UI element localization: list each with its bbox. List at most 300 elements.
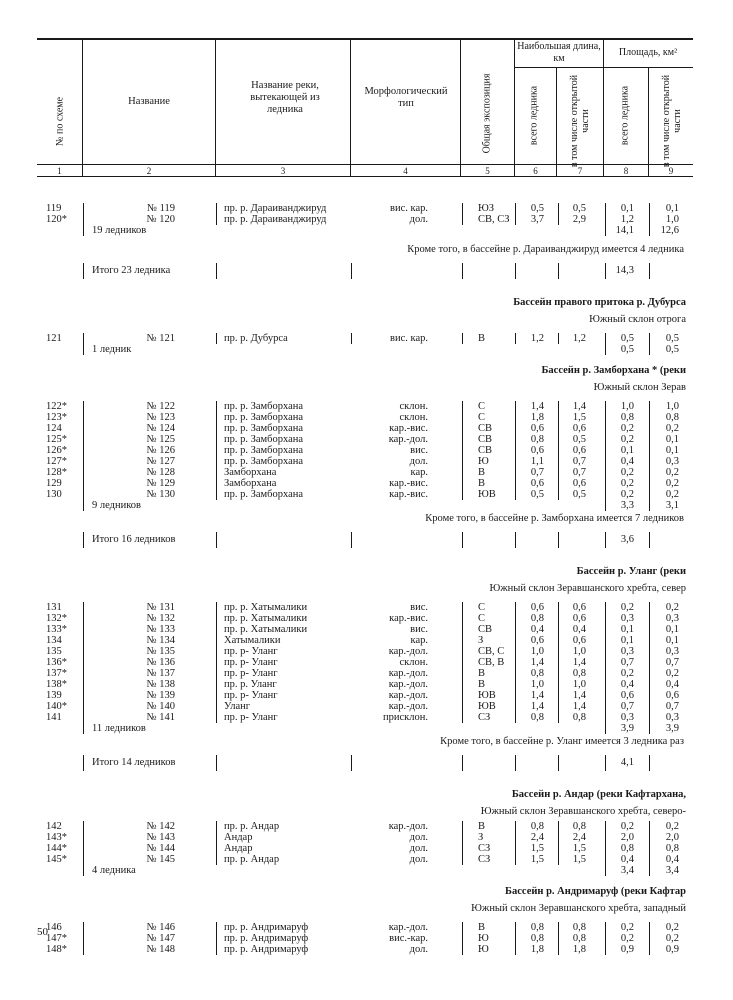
glacier-a-cell: 0,6 [620, 690, 634, 701]
glacier-lo-cell: 1,8 [572, 944, 586, 955]
row-divider [558, 944, 559, 955]
glacier-river-cell: пр. р- Уланг [224, 712, 278, 723]
glacier-name-cell: № 147 [146, 933, 175, 944]
subtotal-area-open: 3,9 [665, 723, 679, 734]
glacier-exp-cell: З [478, 832, 484, 843]
row-divider [649, 843, 650, 854]
row-divider [605, 668, 606, 679]
row-divider [83, 489, 84, 500]
glacier-name-cell: № 134 [146, 635, 175, 646]
row-divider [649, 532, 650, 548]
glacier-type-cell: дол. [409, 214, 428, 225]
glacier-lo-cell: 0,4 [572, 624, 586, 635]
glacier-l-cell: 0,5 [530, 203, 544, 214]
glacier-lo-cell: 0,8 [572, 712, 586, 723]
row-divider [558, 434, 559, 445]
glacier-a-cell: 0,2 [620, 489, 634, 500]
glacier-exp-cell: СВ [478, 434, 493, 445]
col-area-open-heading: в том числе открытой части [661, 74, 683, 168]
glacier-l-cell: 0,5 [530, 489, 544, 500]
glacier-name-cell: № 136 [146, 657, 175, 668]
row-divider [83, 865, 84, 876]
row-divider [605, 690, 606, 701]
row-divider [83, 423, 84, 434]
glacier-type-cell: кар.-вис. [389, 423, 428, 434]
glacier-ao-cell: 0,3 [665, 456, 679, 467]
glacier-a-cell: 0,2 [620, 821, 634, 832]
row-divider [649, 214, 650, 225]
glacier-type-cell: склон. [399, 657, 428, 668]
row-divider [605, 500, 606, 511]
row-divider [649, 423, 650, 434]
glacier-l-cell: 0,8 [530, 922, 544, 933]
row-divider [605, 203, 606, 214]
row-divider [462, 532, 463, 548]
row-divider [216, 456, 217, 467]
subtotal-area: 3,9 [620, 723, 634, 734]
glacier-id-cell: 137* [46, 668, 67, 679]
row-divider [605, 679, 606, 690]
row-divider [462, 214, 463, 225]
row-divider [605, 624, 606, 635]
glacier-name-cell: № 143 [146, 832, 175, 843]
glacier-type-cell: дол. [409, 843, 428, 854]
glacier-name-cell: № 128 [146, 467, 175, 478]
glacier-type-cell: кар.-дол. [388, 679, 428, 690]
row-divider [83, 412, 84, 423]
glacier-type-cell: присклон. [383, 712, 428, 723]
row-divider [605, 412, 606, 423]
glacier-exp-cell: СВ [478, 423, 493, 434]
row-divider [605, 401, 606, 412]
subtotal-label: 1 ледник [92, 344, 132, 355]
glacier-type-cell: вис.-кар. [389, 933, 428, 944]
row-divider [216, 854, 217, 865]
glacier-l-cell: 1,4 [530, 690, 544, 701]
row-divider [216, 467, 217, 478]
glacier-exp-cell: ЮВ [478, 701, 496, 712]
col-number: 3 [280, 166, 286, 176]
glacier-name-cell: № 137 [146, 668, 175, 679]
row-divider [216, 602, 217, 613]
glacier-exp-cell: З [478, 635, 484, 646]
row-divider [351, 755, 352, 771]
row-divider [462, 602, 463, 613]
row-divider [649, 344, 650, 355]
glacier-l-cell: 0,6 [530, 478, 544, 489]
row-divider [558, 613, 559, 624]
col-length-open-heading: в том числе открытой части [569, 74, 591, 168]
glacier-lo-cell: 1,0 [572, 679, 586, 690]
glacier-a-cell: 0,2 [620, 478, 634, 489]
row-divider [649, 646, 650, 657]
row-divider [649, 602, 650, 613]
row-divider [462, 412, 463, 423]
glacier-a-cell: 0,2 [620, 467, 634, 478]
row-divider [649, 922, 650, 933]
row-divider [515, 657, 516, 668]
glacier-type-cell: вис. кар. [390, 333, 428, 344]
row-divider [462, 203, 463, 214]
row-divider [515, 701, 516, 712]
row-divider [558, 602, 559, 613]
row-divider [605, 344, 606, 355]
glacier-a-cell: 0,1 [620, 624, 634, 635]
row-divider [515, 843, 516, 854]
glacier-id-cell: 140* [46, 701, 67, 712]
glacier-lo-cell: 0,8 [572, 922, 586, 933]
glacier-lo-cell: 0,6 [572, 613, 586, 624]
row-divider [83, 723, 84, 734]
row-divider [558, 423, 559, 434]
glacier-ao-cell: 0,3 [665, 712, 679, 723]
glacier-river-cell: пр. р. Хатымалики [224, 602, 308, 613]
row-divider [605, 646, 606, 657]
row-divider [558, 843, 559, 854]
row-divider [515, 478, 516, 489]
slope-heading: Южный склон Зеравшанского хребта, северо- [480, 806, 686, 817]
row-divider [558, 412, 559, 423]
note-line: Кроме того, в бассейне р. Уланг имеется 3 ледника раз [440, 736, 684, 747]
row-divider [83, 214, 84, 225]
glacier-a-cell: 0,3 [620, 712, 634, 723]
row-divider [462, 467, 463, 478]
glacier-river-cell: пр. р. Хатымалики [224, 624, 308, 635]
glacier-id-cell: 127* [46, 456, 67, 467]
col-area-group-heading: Площадь, км² [618, 47, 678, 58]
glacier-name-cell: № 148 [146, 944, 175, 955]
glacier-ao-cell: 0,2 [665, 478, 679, 489]
glacier-river-cell: пр. р. Замборхана [224, 434, 304, 445]
row-divider [83, 922, 84, 933]
glacier-lo-cell: 0,7 [572, 467, 586, 478]
row-divider [515, 690, 516, 701]
glacier-id-cell: 143* [46, 832, 67, 843]
glacier-id-cell: 147* [46, 933, 67, 944]
glacier-lo-cell: 1,2 [572, 333, 586, 344]
row-divider [605, 854, 606, 865]
glacier-l-cell: 0,6 [530, 445, 544, 456]
glacier-exp-cell: В [478, 922, 486, 933]
glacier-type-cell: кар.-дол. [388, 701, 428, 712]
glacier-river-cell: Андар [224, 843, 253, 854]
row-divider [462, 478, 463, 489]
basin-heading: Бассейн р. Замборхана * (реки [541, 365, 686, 376]
glacier-ao-cell: 0,8 [665, 412, 679, 423]
glacier-exp-cell: В [478, 679, 486, 690]
glacier-ao-cell: 0,4 [665, 679, 679, 690]
row-divider [515, 668, 516, 679]
glacier-type-cell: кар.-дол. [388, 690, 428, 701]
row-divider [515, 646, 516, 657]
row-divider [649, 944, 650, 955]
glacier-l-cell: 0,6 [530, 602, 544, 613]
glacier-a-cell: 0,5 [620, 333, 634, 344]
col-river-heading: Название реки, вытекающей из ледника [250, 80, 320, 115]
row-divider [558, 214, 559, 225]
row-divider [83, 944, 84, 955]
row-divider [216, 434, 217, 445]
total-area: 3,6 [620, 534, 634, 545]
row-divider [462, 263, 463, 279]
row-divider [216, 263, 217, 279]
row-divider [216, 333, 217, 344]
glacier-exp-cell: СВ, СЗ [478, 214, 510, 225]
glacier-id-cell: 123* [46, 412, 67, 423]
row-divider [216, 843, 217, 854]
subtotal-label: 9 ледников [92, 500, 141, 511]
glacier-river-cell: пр. р- Уланг [224, 668, 278, 679]
glacier-ao-cell: 0,7 [665, 701, 679, 712]
row-divider [515, 203, 516, 214]
row-divider [605, 843, 606, 854]
glacier-id-cell: 136* [46, 657, 67, 668]
row-divider [83, 624, 84, 635]
row-divider [462, 434, 463, 445]
row-divider [351, 532, 352, 548]
glacier-a-cell: 0,4 [620, 854, 634, 865]
glacier-ao-cell: 0,2 [665, 933, 679, 944]
row-divider [649, 865, 650, 876]
glacier-id-cell: 130 [46, 489, 62, 500]
glacier-name-cell: № 133 [146, 624, 175, 635]
row-divider [558, 478, 559, 489]
glacier-exp-cell: СВ, С [478, 646, 505, 657]
row-divider [515, 456, 516, 467]
row-divider [83, 500, 84, 511]
glacier-l-cell: 1,8 [530, 944, 544, 955]
row-divider [649, 624, 650, 635]
glacier-l-cell: 0,7 [530, 467, 544, 478]
glacier-exp-cell: Ю [478, 456, 489, 467]
row-divider [558, 755, 559, 771]
row-divider [216, 635, 217, 646]
glacier-name-cell: № 130 [146, 489, 175, 500]
glacier-type-cell: кар. [410, 635, 428, 646]
glacier-a-cell: 0,2 [620, 423, 634, 434]
glacier-type-cell: кар.-дол. [388, 821, 428, 832]
row-divider [558, 821, 559, 832]
glacier-ao-cell: 0,5 [665, 333, 679, 344]
col-number: 8 [623, 166, 629, 176]
glacier-id-cell: 125* [46, 434, 67, 445]
glacier-exp-cell: Ю [478, 933, 489, 944]
glacier-ao-cell: 0,1 [665, 445, 679, 456]
row-divider [649, 854, 650, 865]
row-divider [462, 933, 463, 944]
glacier-name-cell: № 127 [146, 456, 175, 467]
row-divider [515, 933, 516, 944]
glacier-ao-cell: 0,2 [665, 602, 679, 613]
glacier-a-cell: 0,1 [620, 445, 634, 456]
row-divider [605, 456, 606, 467]
glacier-type-cell: дол. [409, 832, 428, 843]
glacier-a-cell: 0,2 [620, 933, 634, 944]
row-divider [462, 944, 463, 955]
glacier-type-cell: кар.-дол. [388, 434, 428, 445]
glacier-lo-cell: 1,5 [572, 843, 586, 854]
glacier-name-cell: № 122 [146, 401, 175, 412]
glacier-id-cell: 124 [46, 423, 62, 434]
glacier-l-cell: 0,8 [530, 434, 544, 445]
row-divider [605, 602, 606, 613]
col-number: 7 [577, 166, 583, 176]
row-divider [605, 613, 606, 624]
glacier-ao-cell: 1,0 [665, 401, 679, 412]
row-divider [216, 821, 217, 832]
row-divider [605, 225, 606, 236]
glacier-name-cell: № 132 [146, 613, 175, 624]
glacier-exp-cell: СВ, В [478, 657, 505, 668]
glacier-name-cell: № 125 [146, 434, 175, 445]
row-divider [515, 679, 516, 690]
row-divider [83, 225, 84, 236]
row-divider [558, 668, 559, 679]
glacier-l-cell: 0,8 [530, 613, 544, 624]
glacier-exp-cell: СВ [478, 624, 493, 635]
row-divider [605, 467, 606, 478]
glacier-a-cell: 0,7 [620, 701, 634, 712]
glacier-ao-cell: 0,1 [665, 434, 679, 445]
glacier-name-cell: № 120 [146, 214, 175, 225]
row-divider [462, 613, 463, 624]
glacier-ao-cell: 0,4 [665, 854, 679, 865]
glacier-exp-cell: С [478, 412, 486, 423]
row-divider [649, 668, 650, 679]
row-divider [83, 933, 84, 944]
glacier-id-cell: 132* [46, 613, 67, 624]
row-divider [462, 646, 463, 657]
row-divider [216, 755, 217, 771]
row-divider [558, 657, 559, 668]
glacier-lo-cell: 0,6 [572, 423, 586, 434]
row-divider [216, 832, 217, 843]
row-divider [605, 922, 606, 933]
glacier-id-cell: 148* [46, 944, 67, 955]
glacier-lo-cell: 0,7 [572, 456, 586, 467]
row-divider [515, 412, 516, 423]
glacier-lo-cell: 0,8 [572, 933, 586, 944]
row-divider [649, 723, 650, 734]
row-divider [515, 423, 516, 434]
glacier-ao-cell: 0,2 [665, 467, 679, 478]
row-divider [558, 635, 559, 646]
row-divider [605, 478, 606, 489]
row-divider [216, 657, 217, 668]
glacier-river-cell: Хатымалики [224, 635, 281, 646]
glacier-lo-cell: 1,4 [572, 657, 586, 668]
glacier-name-cell: № 119 [146, 203, 175, 214]
basin-heading: Бассейн р. Андар (реки Кафтархана, [511, 789, 686, 800]
note-line: Кроме того, в бассейне р. Замборхана имеется 7 ледников [425, 513, 684, 524]
glacier-river-cell: пр. р. Уланг [224, 679, 277, 690]
row-divider [83, 445, 84, 456]
glacier-l-cell: 1,1 [530, 456, 544, 467]
glacier-l-cell: 1,5 [530, 843, 544, 854]
row-divider [462, 832, 463, 843]
glacier-a-cell: 0,2 [620, 602, 634, 613]
glacier-a-cell: 0,8 [620, 843, 634, 854]
row-divider [216, 922, 217, 933]
row-divider [462, 423, 463, 434]
glacier-lo-cell: 0,6 [572, 602, 586, 613]
row-divider [515, 854, 516, 865]
row-divider [83, 690, 84, 701]
glacier-l-cell: 1,4 [530, 701, 544, 712]
glacier-l-cell: 1,0 [530, 646, 544, 657]
row-divider [462, 701, 463, 712]
row-divider [216, 214, 217, 225]
glacier-a-cell: 1,2 [620, 214, 634, 225]
row-divider [605, 445, 606, 456]
glacier-exp-cell: ЮВ [478, 690, 496, 701]
glacier-river-cell: пр. р. Замборхана [224, 445, 304, 456]
glacier-river-cell: пр. р. Замборхана [224, 412, 304, 423]
glacier-lo-cell: 0,8 [572, 668, 586, 679]
row-divider [216, 933, 217, 944]
row-divider [216, 445, 217, 456]
glacier-river-cell: пр. р. Андримаруф [224, 922, 309, 933]
glacier-name-cell: № 139 [146, 690, 175, 701]
slope-heading: Южный склон Зеравшанского хребта, западный [471, 903, 686, 914]
row-divider [558, 624, 559, 635]
glacier-ao-cell: 0,1 [665, 624, 679, 635]
glacier-type-cell: дол. [409, 944, 428, 955]
glacier-id-cell: 145* [46, 854, 67, 865]
row-divider [83, 679, 84, 690]
glacier-id-cell: 144* [46, 843, 67, 854]
row-divider [558, 832, 559, 843]
row-divider [649, 679, 650, 690]
basin-heading: Бассейн р. Андримаруф (реки Кафтар [505, 886, 686, 897]
glacier-exp-cell: ЮВ [478, 489, 496, 500]
row-divider [216, 489, 217, 500]
row-divider [515, 613, 516, 624]
row-divider [462, 635, 463, 646]
glacier-exp-cell: В [478, 478, 486, 489]
col-number: 9 [668, 166, 674, 176]
glacier-l-cell: 0,8 [530, 668, 544, 679]
glacier-lo-cell: 1,4 [572, 401, 586, 412]
glacier-a-cell: 0,4 [620, 679, 634, 690]
glacier-type-cell: кар.-вис. [389, 613, 428, 624]
subtotal-area-open: 12,6 [660, 225, 679, 236]
glacier-name-cell: № 140 [146, 701, 175, 712]
glacier-name-cell: № 145 [146, 854, 175, 865]
row-divider [558, 854, 559, 865]
row-divider [216, 412, 217, 423]
glacier-ao-cell: 0,2 [665, 668, 679, 679]
row-divider [649, 933, 650, 944]
glacier-lo-cell: 0,6 [572, 445, 586, 456]
glacier-a-cell: 0,4 [620, 456, 634, 467]
glacier-id-cell: 120* [46, 214, 67, 225]
col-number: 5 [485, 166, 490, 176]
glacier-exp-cell: В [478, 467, 486, 478]
row-divider [605, 712, 606, 723]
row-divider [83, 602, 84, 613]
total-label: Итого 16 ледников [92, 534, 176, 545]
basin-heading: Бассейн р. Уланг (реки [576, 566, 686, 577]
glacier-exp-cell: С [478, 602, 486, 613]
glacier-a-cell: 0,7 [620, 657, 634, 668]
row-divider [83, 401, 84, 412]
glacier-a-cell: 0,1 [620, 203, 634, 214]
glacier-exp-cell: СЗ [478, 843, 491, 854]
glacier-name-cell: № 126 [146, 445, 175, 456]
glacier-name-cell: № 144 [146, 843, 175, 854]
glacier-l-cell: 1,4 [530, 401, 544, 412]
